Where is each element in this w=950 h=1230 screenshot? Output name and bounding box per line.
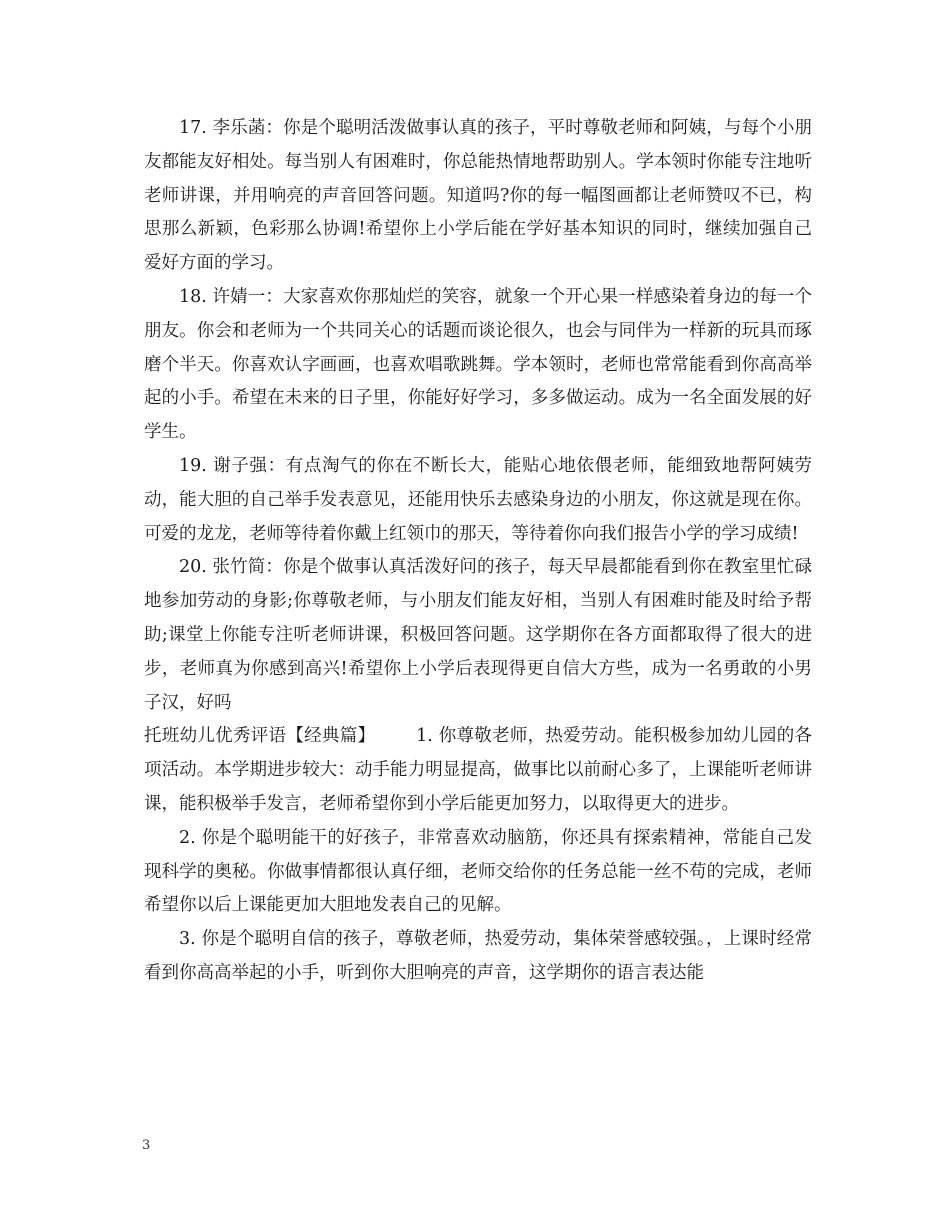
section-item-1: 1. 你尊敬老师，热爱劳动。能积极参加幼儿园的各项活动。本学期进步较大：动手能力明显提高，做事比以前耐心多了，上课能听老师讲课，能积极举手发言，老师希望你到小学后能更加努力，以取得更大的进步。 (144, 726, 812, 814)
paragraph-item-3: 3. 你是个聪明自信的孩子，尊敬老师，热爱劳动，集体荣誉感较强。，上课时经常看到你高高举起的小手，听到你大胆响亮的声音，这学期你的语言表达能 (144, 929, 812, 983)
paragraph-17: 17. 李乐菡：你是个聪明活泼做事认真的孩子，平时尊敬老师和阿姨，与每个小朋友都能友好相处。每当别人有困难时，你总能热情地帮助别人。学本领时你能专注地听老师讲课，并用响亮的声音回答问题。知道吗?你的每一幅图画都让老师赞叹不已，构思那么新颖，色彩那么协调!希望你上小学后能在学好基本知识的同时，继续加强自己爱好方面的学习。 (144, 118, 812, 274)
paragraph-20: 20. 张竹简：你是个做事认真活泼好问的孩子，每天早晨都能看到你在教室里忙碌地参加劳动的身影;你尊敬老师，与小朋友们能友好相，当别人有困难时能及时给予帮助;课堂上你能专注听老师讲课，积极回答问题。这学期你在各方面都取得了很大的进步，老师真为你感到高兴!希望你上小学后表现得更自信大方些，成为一名勇敢的小男子汉，好吗 (144, 557, 812, 713)
paragraph-19: 19. 谢子强：有点淘气的你在不断长大，能贴心地依偎老师，能细致地帮阿姨劳动，能大胆的自己举手发表意见，还能用快乐去感染身边的小朋友，你这就是现在你。可爱的龙龙，老师等待着你戴上红领巾的那天，等待着你向我们报告小学的学习成绩! (144, 455, 812, 544)
section-title: 托班幼儿优秀评语【经典篇】 (144, 726, 376, 747)
paragraph-item-2: 2. 你是个聪明能干的好孩子，非常喜欢动脑筋，你还具有探索精神，常能自己发现科学的奥秘。你做事情都很认真仔细，老师交给你的任务总能一丝不苟的完成，老师希望你以后上课能更加大胆地发表自己的见解。 (144, 827, 812, 916)
paragraph-18: 18. 许婧一：大家喜欢你那灿烂的笑容，就象一个开心果一样感染着身边的每一个朋友。你会和老师为一个共同关心的话题而谈论很久，也会与同伴为一样新的玩具而琢磨个半天。你喜欢认字画画，也喜欢唱歌跳舞。学本领时，老师也常常能看到你高高举起的小手。希望在未来的日子里，你能好好学习，多多做运动。成为一名全面发展的好学生。 (144, 286, 812, 443)
document-body (144, 112, 812, 991)
section-paragraph (144, 720, 812, 821)
spacer (375, 726, 416, 746)
page-number: 3 (142, 1138, 151, 1153)
